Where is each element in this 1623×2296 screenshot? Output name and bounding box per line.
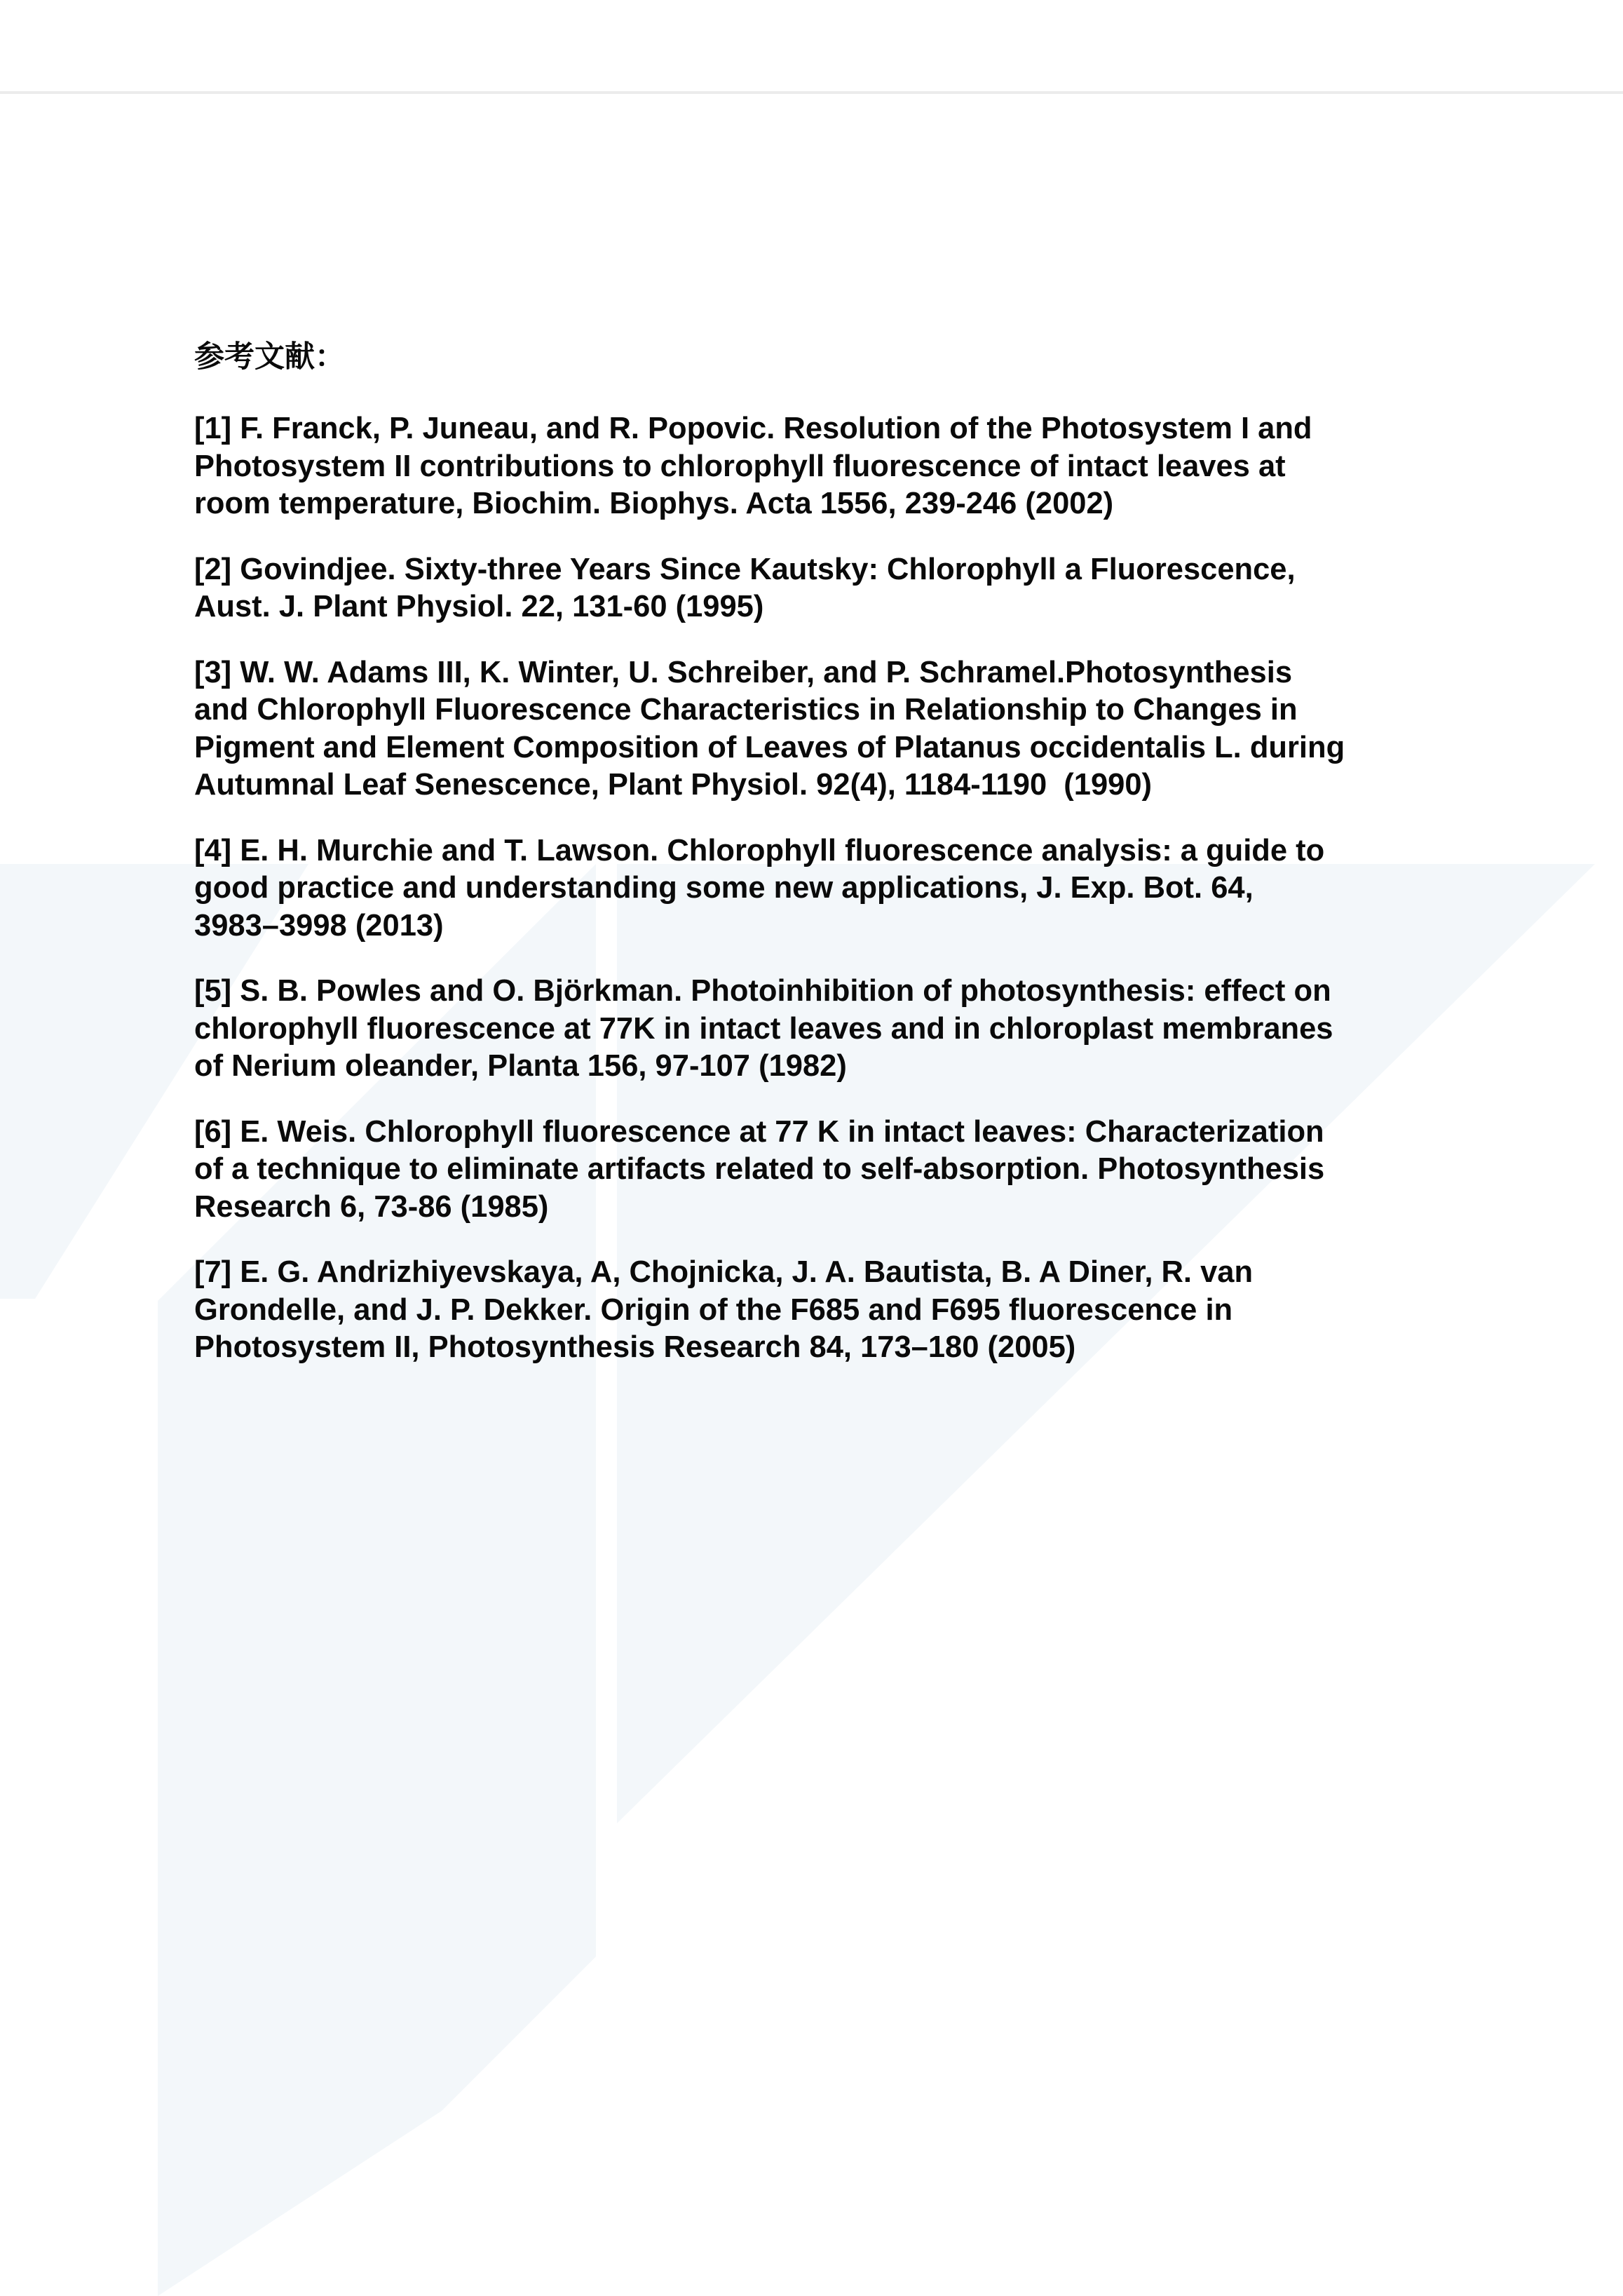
reference-line: Aust. J. Plant Physiol. 22, 131-60 (1995) (194, 590, 764, 623)
reference-list (194, 410, 1456, 1367)
reference-item (194, 1254, 1456, 1367)
reference-line: Photosystem II, Photosynthesis Research 84, 173–180 (2005) (194, 1330, 1076, 1364)
reference-line: [2] Govindjee. Sixty-three Years Since Kautsky: Chlorophyll a Fluorescence, (194, 552, 1296, 586)
reference-item (194, 551, 1456, 626)
reference-line: Photosystem II contributions to chlorophyll fluorescence of intact leaves at (194, 449, 1286, 483)
references-heading: 参考文献： (194, 339, 345, 374)
reference-line: [3] W. W. Adams III, K. Winter, U. Schreiber, and P. Schramel.Photosynthesis (194, 655, 1293, 689)
reference-line: [1] F. Franck, P. Juneau, and R. Popovic. Resolution of the Photosystem I and (194, 412, 1312, 445)
reference-line: [7] E. G. Andrizhiyevskaya, A, Chojnicka, J. A. Bautista, B. A Diner, R. van (194, 1255, 1254, 1289)
references-section (194, 335, 1456, 1395)
reference-line: [5] S. B. Powles and O. Björkman. Photoinhibition of photosynthesis: effect on (194, 974, 1331, 1008)
reference-line: [6] E. Weis. Chlorophyll fluorescence at 77 K in intact leaves: Characterization (194, 1114, 1324, 1149)
reference-line: good practice and understanding some new applications, J. Exp. Bot. 64, (194, 871, 1254, 905)
reference-line: chlorophyll fluorescence at 77K in intact leaves and in chloroplast membranes (194, 1011, 1333, 1046)
reference-line: of a technique to eliminate artifacts related to self-absorption. Photosynthesis (194, 1152, 1325, 1186)
reference-line: Autumnal Leaf Senescence, Plant Physiol. 92(4), 1184-1190 (1990) (194, 768, 1153, 802)
reference-line: 3983–3998 (2013) (194, 908, 444, 943)
reference-item (194, 410, 1456, 523)
reference-line: Grondelle, and J. P. Dekker. Origin of the F685 and F695 fluorescence in (194, 1292, 1233, 1327)
reference-item (194, 654, 1456, 804)
reference-line: room temperature, Biochim. Biophys. Acta 1556, 239-246 (2002) (194, 487, 1114, 520)
reference-line: Research 6, 73-86 (1985) (194, 1189, 549, 1224)
reference-line: [4] E. H. Murchie and T. Lawson. Chlorophyll fluorescence analysis: a guide to (194, 833, 1325, 867)
reference-item (194, 973, 1456, 1086)
reference-line: Pigment and Element Composition of Leaves of Platanus occidentalis L. during (194, 730, 1345, 764)
reference-item (194, 1114, 1456, 1227)
reference-line: of Nerium oleander, Planta 156, 97-107 (1982) (194, 1049, 847, 1083)
reference-item (194, 832, 1456, 945)
reference-line: and Chlorophyll Fluorescence Characteristics in Relationship to Changes in (194, 693, 1298, 727)
